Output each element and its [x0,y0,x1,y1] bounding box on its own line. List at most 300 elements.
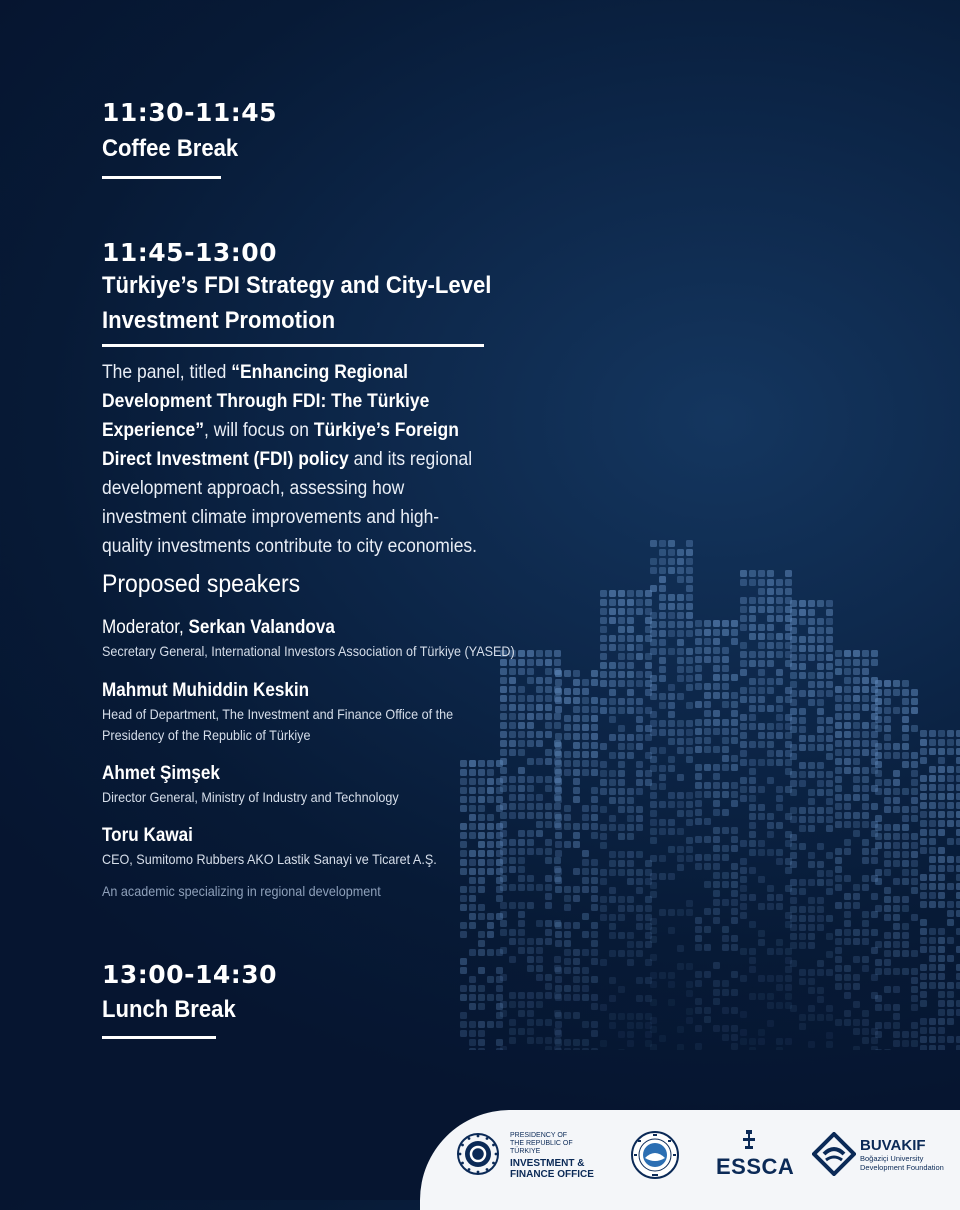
skyline-dot [518,731,525,738]
skyline-dot [518,650,525,657]
skyline-dot [731,971,738,978]
skyline-dot [677,864,684,871]
skyline-dot [808,1041,815,1048]
skyline-dot [835,965,842,972]
skyline-dot [799,654,806,661]
skyline-dot [799,600,806,607]
skyline-dot [776,705,783,712]
skyline-dot [618,707,625,714]
skyline-dot [564,841,571,848]
skyline-dot [564,760,571,767]
skyline-dot [668,567,675,574]
skyline-dot [920,748,927,755]
skyline-dot [893,680,900,687]
skyline-dot [884,842,891,849]
skyline-dot [875,707,882,714]
skyline-dot [659,666,666,673]
skyline-dot [650,540,657,547]
skyline-dot [636,698,643,705]
skyline-dot [527,956,534,963]
skyline-dot [722,935,729,942]
skyline-dot [573,715,580,722]
skyline-dot [659,585,666,592]
skyline-dot [618,644,625,651]
skyline-dot [731,1034,738,1041]
skyline-dot [731,800,738,807]
skyline-dot [713,719,720,726]
skyline-dot [518,929,525,936]
skyline-dot [722,620,729,627]
skyline-dot [844,749,851,756]
skyline-dot [758,696,765,703]
skyline-dot [758,642,765,649]
skyline-dot [947,901,954,908]
skyline-dot [627,662,634,669]
skyline-dot [740,615,747,622]
skyline-dot [509,938,516,945]
skyline-dot [920,973,927,980]
skyline-dot [487,994,494,1001]
skyline-dot [659,540,666,547]
skyline-dot [835,875,842,882]
skyline-dot [591,796,598,803]
skyline-dot [862,740,869,747]
skyline-dot [740,696,747,703]
skyline-dot [627,626,634,633]
skyline-dot [947,820,954,827]
skyline-dot [844,1010,851,1017]
skyline-dot [835,983,842,990]
skyline-dot [555,778,562,785]
skyline-dot [835,794,842,801]
skyline-dot [758,804,765,811]
speaker-role: Head of Department, The Investment and Finance Office of the Presidency of the Republic of Türkiye [102,706,454,743]
skyline-dot [460,967,467,974]
skyline-dot [884,1022,891,1029]
skyline-dot [545,686,552,693]
skyline-dot [776,597,783,604]
skyline-dot [767,615,774,622]
skyline-dot [785,966,792,973]
skyline-dot [790,681,797,688]
skyline-dot [460,1030,467,1037]
skyline-dot [618,761,625,768]
skyline-dot [500,875,507,882]
skyline-dot [938,973,945,980]
skyline-dot [713,791,720,798]
skyline-dot [938,757,945,764]
skyline-dot [731,827,738,834]
skyline-dot [826,933,833,940]
skyline-dot [686,756,693,763]
skyline-dot [591,868,598,875]
skyline-dot [844,992,851,999]
skyline-dot [835,956,842,963]
skyline-dot [929,874,936,881]
skyline-dot [758,687,765,694]
skyline-dot [722,791,729,798]
coffee-break-time: 11:30-11:45 [102,98,278,127]
skyline-dot [758,759,765,766]
skyline-dot [713,692,720,699]
skyline-dot [527,659,534,666]
skyline-dot [460,922,467,929]
skyline-dot [487,1021,494,1028]
skyline-dot [659,603,666,610]
skyline-dot [817,969,824,976]
skyline-dot [799,906,806,913]
skyline-dot [826,672,833,679]
skyline-dot [545,929,552,936]
skyline-dot [956,964,960,971]
skyline-dot [518,668,525,675]
skyline-dot [627,680,634,687]
skyline-dot [600,896,607,903]
skyline-dot [600,833,607,840]
skyline-dot [790,636,797,643]
skyline-dot [817,744,824,751]
skyline-dot [875,716,882,723]
skyline-dot [844,686,851,693]
skyline-dot [618,1031,625,1038]
skyline-dot [600,680,607,687]
skyline-dot [582,805,589,812]
skyline-dot [659,765,666,772]
skyline-dot [618,950,625,957]
skyline-dot [808,744,815,751]
skyline-dot [731,737,738,744]
skyline-dot [609,887,616,894]
skyline-dot [650,1026,657,1033]
skyline-dot [790,690,797,697]
skyline-dot [853,902,860,909]
skyline-dot [686,837,693,844]
skyline-dot [799,969,806,976]
skyline-dot [582,886,589,893]
skyline-dot [731,629,738,636]
skyline-dot [731,836,738,843]
skyline-dot [555,931,562,938]
skyline-dot [713,917,720,924]
skyline-dot [956,865,960,872]
skyline-dot [758,597,765,604]
skyline-dot [749,696,756,703]
skyline-dot [920,784,927,791]
skyline-dot [536,695,543,702]
skyline-dot [496,994,503,1001]
skyline-dot [835,740,842,747]
skyline-dot [740,1038,747,1045]
skyline-dot [618,896,625,903]
skyline-dot [487,814,494,821]
skyline-dot [893,833,900,840]
skyline-dot [627,797,634,804]
skyline-dot [527,884,534,891]
skyline-dot [758,876,765,883]
skyline-dot [668,648,675,655]
skyline-dot [582,769,589,776]
skyline-dot [627,896,634,903]
skyline-dot [704,683,711,690]
skyline-dot [460,958,467,965]
skyline-dot [875,680,882,687]
skyline-dot [826,798,833,805]
skyline-dot [677,639,684,646]
skyline-dot [668,765,675,772]
skyline-dot [564,733,571,740]
skyline-dot [902,689,909,696]
skyline-dot [527,812,534,819]
skyline-dot [920,946,927,953]
skyline-dot [722,656,729,663]
skyline-dot [500,902,507,909]
skyline-dot [749,921,756,928]
skyline-dot [554,956,561,963]
skyline-dot [853,794,860,801]
skyline-dot [527,947,534,954]
skyline-dot [695,1043,702,1050]
skyline-dot [767,993,774,1000]
skyline-dot [668,927,675,934]
skyline-dot [817,717,824,724]
skyline-dot [659,729,666,736]
skyline-dot [469,985,476,992]
skyline-dot [790,699,797,706]
skyline-dot [947,730,954,737]
skyline-dot [785,759,792,766]
skyline-dot [947,1009,954,1016]
skyline-dot [695,935,702,942]
skyline-dot [911,833,918,840]
skyline-dot [618,986,625,993]
skyline-dot [555,976,562,983]
skyline-dot [713,647,720,654]
skyline-dot [767,759,774,766]
skyline-dot [862,848,869,855]
skyline-dot [884,806,891,813]
skyline-dot [911,995,918,1002]
skyline-dot [573,841,580,848]
skyline-dot [527,695,534,702]
skyline-dot [536,686,543,693]
speaker-role: Director General, Ministry of Industry and Technology [102,789,399,805]
skyline-dot [808,915,815,922]
skyline-dot [487,931,494,938]
skyline-dot [893,770,900,777]
skyline-dot [636,914,643,921]
skyline-dot [799,762,806,769]
skyline-dot [902,761,909,768]
skyline-dot [938,1018,945,1025]
investment-office-line2: FINANCE OFFICE [510,1169,594,1180]
skyline-dot [956,1009,960,1016]
skyline-dot [591,823,598,830]
skyline-dot [776,795,783,802]
skyline-dot [884,725,891,732]
skyline-dot [776,975,783,982]
skyline-dot [893,743,900,750]
skyline-dot [767,831,774,838]
skyline-dot [767,705,774,712]
buvakif-wordmark [860,1138,960,1172]
skyline-dot [650,792,657,799]
skyline-dot [677,648,684,655]
skyline-dot [844,740,851,747]
skyline-dot [564,967,571,974]
skyline-dot [844,920,851,927]
skyline-dot [713,656,720,663]
skyline-dot [938,811,945,818]
skyline-dot [677,828,684,835]
skyline-dot [582,823,589,830]
skyline-dot [740,687,747,694]
skyline-dot [749,849,756,856]
skyline-dot [564,769,571,776]
skyline-dot [527,1010,534,1017]
skyline-dot [695,629,702,636]
skyline-dot [956,829,960,836]
skyline-dot [600,644,607,651]
skyline-dot [460,1012,467,1019]
skyline-dot [650,972,657,979]
skyline-dot [740,750,747,757]
skyline-dot [695,683,702,690]
skyline-dot [920,982,927,989]
skyline-dot [875,770,882,777]
skyline-dot [884,860,891,867]
skyline-dot [862,1010,869,1017]
skyline-dot [947,1018,954,1025]
skyline-dot [844,704,851,711]
skyline-dot [920,757,927,764]
skyline-dot [636,941,643,948]
skyline-dot [650,927,657,934]
skyline-dot [722,692,729,699]
skyline-dot [799,915,806,922]
skyline-dot [609,698,616,705]
skyline-dot [776,822,783,829]
skyline-dot [582,688,589,695]
skyline-dot [740,786,747,793]
skyline-dot [826,951,833,958]
skyline-dot [496,1021,503,1028]
skyline-dot [527,740,534,747]
skyline-dot [555,823,562,830]
skyline-dot [677,675,684,682]
skyline-dot [920,1045,927,1050]
skyline-dot [627,788,634,795]
skyline-dot [527,848,534,855]
skyline-dot [844,821,851,828]
skyline-dot [875,878,882,885]
skyline-dot [722,1025,729,1032]
skyline-dot [573,949,580,956]
skyline-dot [767,849,774,856]
skyline-dot [785,948,792,955]
skyline-dot [956,730,960,737]
skyline-dot [911,698,918,705]
skyline-dot [527,785,534,792]
skyline-dot [650,828,657,835]
skyline-dot [862,857,869,864]
skyline-dot [767,570,774,577]
skyline-dot [871,803,878,810]
skyline-dot [938,847,945,854]
skyline-dot [555,994,562,1001]
skyline-dot [929,1045,936,1050]
skyline-dot [704,1016,711,1023]
skyline-dot [749,705,756,712]
skyline-dot [555,679,562,686]
skyline-dot [911,779,918,786]
skyline-dot [704,764,711,771]
skyline-dot [591,733,598,740]
skyline-dot [509,902,516,909]
skyline-dot [826,807,833,814]
skyline-dot [677,801,684,808]
skyline-dot [686,1017,693,1024]
skyline-dot [686,747,693,754]
skyline-dot [600,617,607,624]
skyline-dot [713,980,720,987]
skyline-dot [844,695,851,702]
skyline-dot [545,650,552,657]
skyline-dot [609,590,616,597]
skyline-dot [600,869,607,876]
skyline-dot [911,851,918,858]
skyline-dot [555,706,562,713]
skyline-dot [600,743,607,750]
skyline-dot [650,720,657,727]
skyline-dot [564,715,571,722]
skyline-dot [808,987,815,994]
skyline-dot [618,698,625,705]
skyline-dot [591,679,598,686]
investment-office-wordmark [510,1132,610,1180]
skyline-dot [695,1025,702,1032]
skyline-dot [460,931,467,938]
skyline-dot [826,816,833,823]
skyline-dot [509,1001,516,1008]
skyline-dot [636,869,643,876]
skyline-dot [947,955,954,962]
skyline-dot [722,755,729,762]
skyline-dot [627,851,634,858]
skyline-dot [600,698,607,705]
skyline-dot [659,567,666,574]
skyline-dot [668,558,675,565]
skyline-dot [790,843,797,850]
skyline-dot [722,737,729,744]
investment-office-logo [456,1132,500,1181]
skyline-dot [677,963,684,970]
skyline-dot [875,743,882,750]
skyline-dot [893,851,900,858]
skyline-dot [875,824,882,831]
skyline-dot [545,668,552,675]
skyline-dot [636,761,643,768]
skyline-dot [636,1013,643,1020]
skyline-dot [862,1019,869,1026]
skyline-dot [826,870,833,877]
skyline-dot [650,684,657,691]
skyline-dot [956,739,960,746]
skyline-dot [956,1036,960,1043]
skyline-dot [668,756,675,763]
skyline-dot [536,704,543,711]
skyline-dot [609,851,616,858]
skyline-dot [835,704,842,711]
